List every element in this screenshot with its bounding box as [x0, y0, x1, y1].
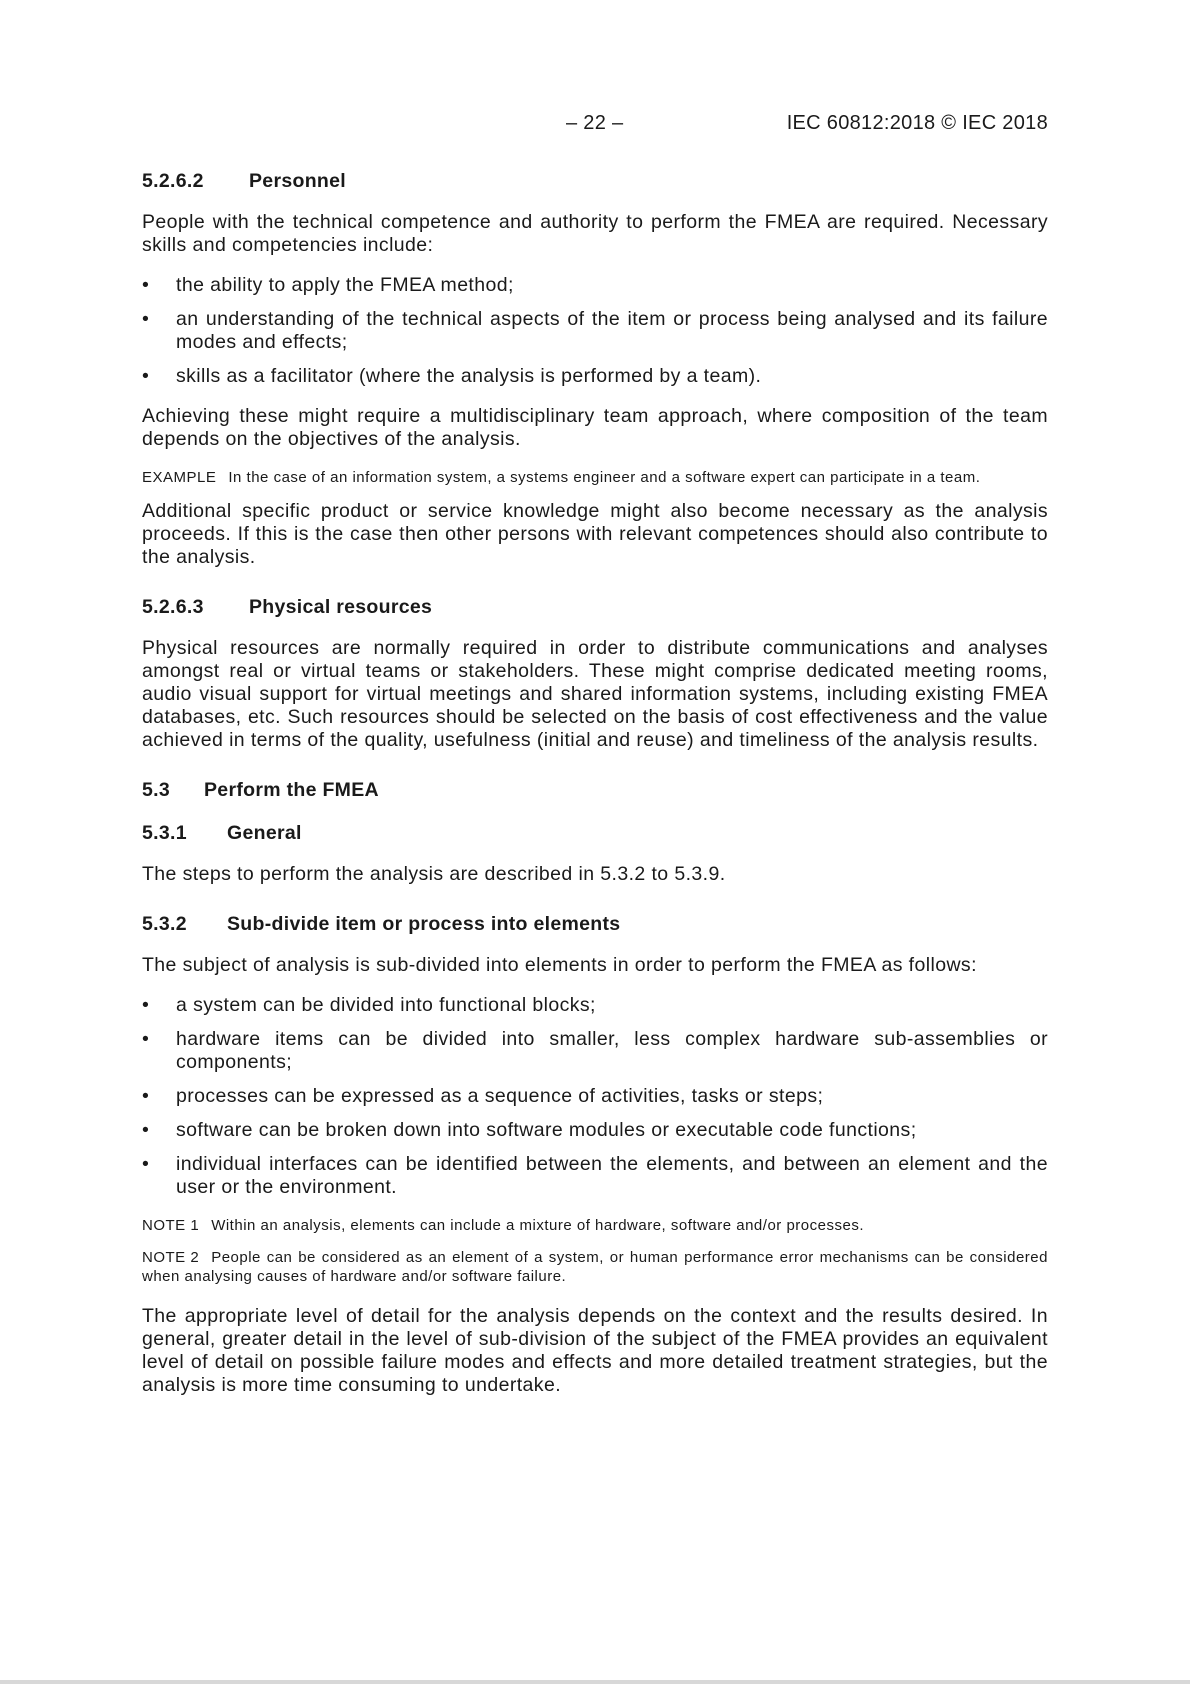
bullet-icon: • — [142, 1085, 150, 1107]
bullet-icon: • — [142, 1153, 150, 1175]
list-item: • an understanding of the technical aspects of the item or process being analysed and its failure modes and effects; — [142, 308, 1048, 353]
heading-general — [142, 820, 1048, 846]
page-header — [142, 112, 1048, 138]
note-2 — [142, 1248, 1048, 1286]
note-text: People can be considered as an element of a system, or human performance error mechanisms can be considered when analysing causes of hardware and/or software failure. — [142, 1249, 1048, 1285]
note-label: NOTE 2 — [142, 1249, 200, 1266]
bullet-icon: • — [142, 308, 150, 330]
page-content — [142, 168, 1048, 1414]
personnel-intro: People with the technical competence and authority to perform the FMEA are required. Necessary skills and competencies include: — [142, 211, 1048, 256]
section-title: Personnel — [249, 170, 346, 192]
heading-physical-resources — [142, 594, 1048, 620]
section-title: Sub-divide item or process into elements — [227, 913, 621, 935]
general-paragraph: The steps to perform the analysis are described in 5.3.2 to 5.3.9. — [142, 863, 726, 885]
standard-reference: IEC 60812:2018 © IEC 2018 — [786, 112, 1048, 134]
list-item: • individual interfaces can be identified between the elements, and between an element and the user or the environment. — [142, 1153, 1048, 1198]
example-text: In the case of an information system, a systems engineer and a software expert can participate in a team. — [228, 469, 981, 486]
note-text: Within an analysis, elements can include a mixture of hardware, software and/or processes. — [211, 1217, 864, 1234]
heading-perform-fmea — [142, 777, 1048, 803]
note-label: NOTE 1 — [142, 1217, 200, 1234]
list-item: • skills as a facilitator (where the analysis is performed by a team). — [142, 365, 762, 387]
bullet-icon: • — [142, 1028, 150, 1050]
example-note — [142, 468, 1048, 487]
section-title: Physical resources — [249, 596, 433, 618]
subdivide-list — [142, 994, 1048, 1199]
personnel-team-paragraph: Achieving these might require a multidisciplinary team approach, where composition of the team depends on the objectives of the analysis. — [142, 405, 1048, 450]
personnel-skills-list — [142, 274, 1048, 388]
section-number: 5.3 — [142, 779, 171, 801]
list-item: • a system can be divided into functional blocks; — [142, 994, 596, 1016]
section-number: 5.2.6.3 — [142, 596, 204, 618]
section-number: 5.3.2 — [142, 913, 187, 935]
list-item: • the ability to apply the FMEA method; — [142, 274, 514, 296]
subdivide-intro: The subject of analysis is sub-divided into elements in order to perform the FMEA as follows: — [142, 954, 977, 976]
note-1 — [142, 1216, 1048, 1235]
bullet-icon: • — [142, 994, 150, 1016]
detail-level-paragraph: The appropriate level of detail for the analysis depends on the context and the results desired. In general, greater detail in the level of sub-division of the subject of the FMEA provides an equivalent level of detail on possible failure modes and effects and more detailed treatment strategies, but the analysis is more time consuming to undertake. — [142, 1305, 1048, 1396]
bullet-icon: • — [142, 365, 150, 387]
bullet-icon: • — [142, 1119, 150, 1141]
list-item: • processes can be expressed as a sequence of activities, tasks or steps; — [142, 1085, 824, 1107]
personnel-additional-paragraph: Additional specific product or service knowledge might also become necessary as the analysis proceeds. If this is the case then other persons with relevant competences should also contribute to the analysis. — [142, 500, 1048, 568]
section-number: 5.2.6.2 — [142, 170, 204, 192]
example-label: EXAMPLE — [142, 469, 217, 486]
physical-resources-paragraph: Physical resources are normally required in order to distribute communications and analyses amongst real or virtual teams or stakeholders. These might comprise dedicated meeting rooms, audio visual support for virtual meetings and shared information systems, including existing FMEA databases, etc. Such resources should be selected on the basis of cost effectiveness and the value achieved in terms of the quality, usefulness (initial and reuse) and timeliness of the analysis results. — [142, 637, 1048, 751]
section-number: 5.3.1 — [142, 822, 187, 844]
section-title: General — [227, 822, 302, 844]
page-bottom-edge — [0, 1680, 1190, 1684]
bullet-icon: • — [142, 274, 150, 296]
page-number: – 22 – — [566, 112, 624, 134]
list-item: • hardware items can be divided into smaller, less complex hardware sub-assemblies or components; — [142, 1028, 1048, 1073]
heading-personnel — [142, 168, 1048, 194]
section-title: Perform the FMEA — [204, 779, 379, 801]
heading-subdivide — [142, 911, 1048, 937]
list-item: • software can be broken down into software modules or executable code functions; — [142, 1119, 917, 1141]
